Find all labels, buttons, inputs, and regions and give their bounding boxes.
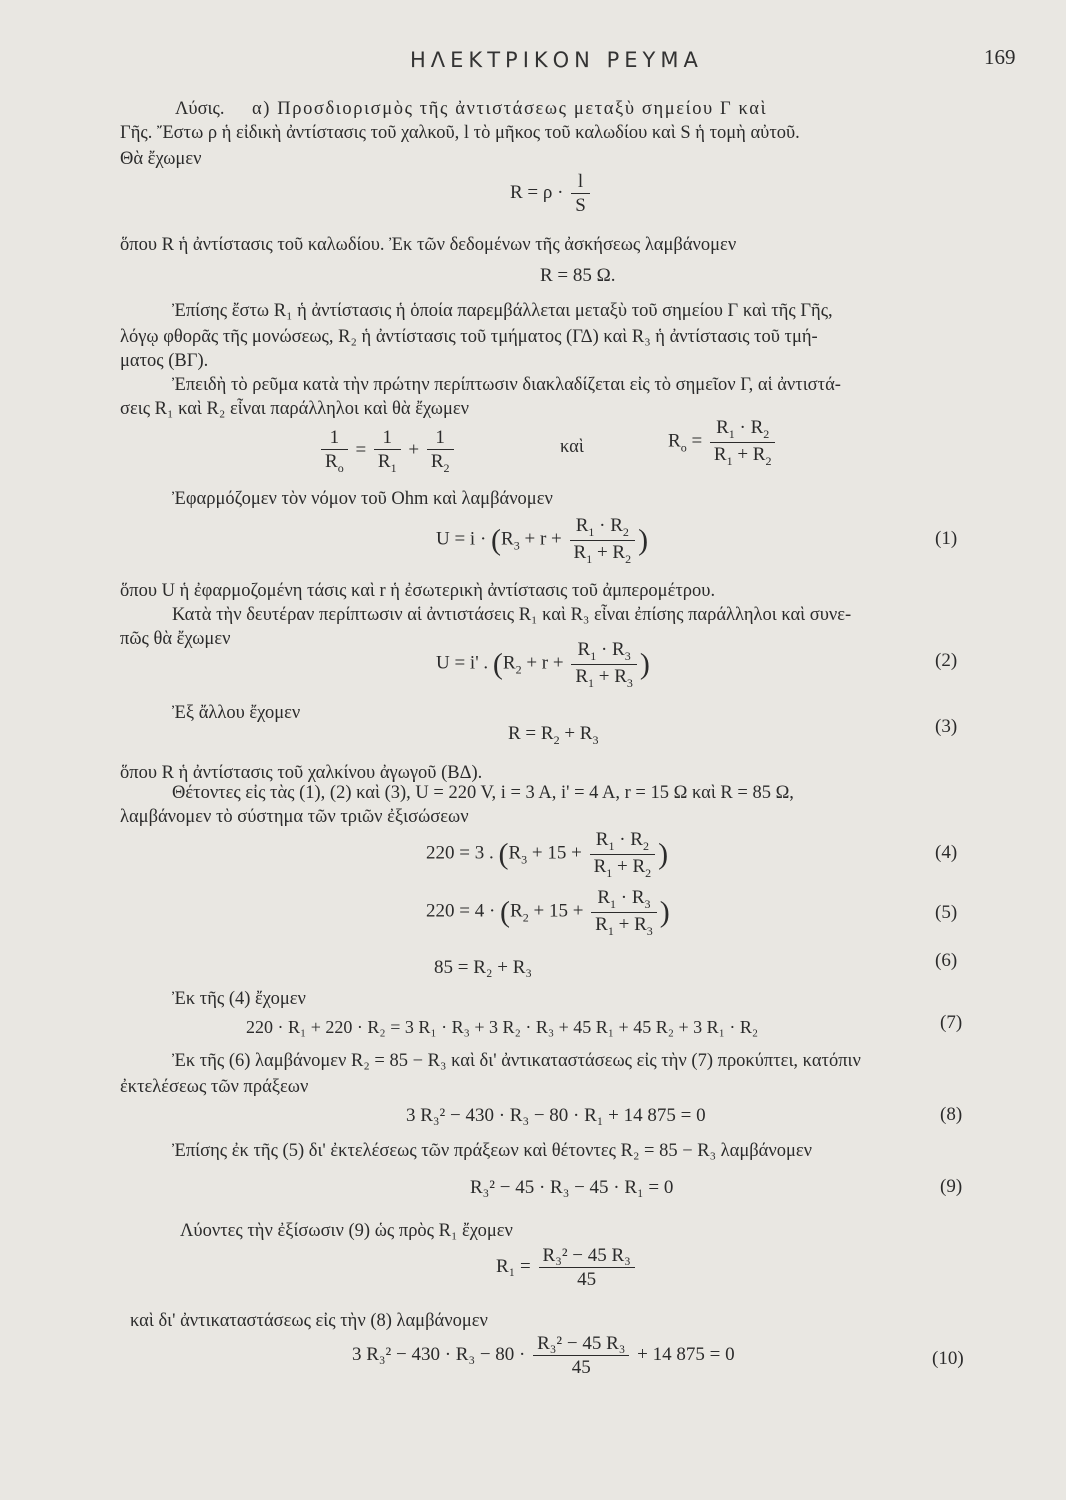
equation-7: 220 · R₁ + 220 · R₂ = 3 R₁ · R₃ + 3 R₂ · R₃ + 45 R₁ + 45 R₂ + 3 R₁ · R₂: [246, 1017, 759, 1037]
equation-tag: (10): [932, 1348, 964, 1369]
text-line: σεις R₁ καὶ R₂ εἶναι παράλληλοι καὶ θὰ ἔχωμεν: [120, 399, 470, 419]
text-line: λαμβάνομεν τὸ σύστημα τῶν τριῶν ἐξισώσεων: [120, 807, 469, 827]
text-line: ματος (ΒΓ).: [120, 351, 209, 371]
equation-tag: (3): [935, 716, 958, 737]
text-line: ἐκτελέσεως τῶν πράξεων: [120, 1077, 309, 1097]
text-line: καὶ δι' ἀντικαταστάσεως εἰς τὴν (8) λαμβάνομεν: [130, 1311, 488, 1331]
text-line: λόγῳ φθορᾶς τῆς μονώσεως, R₂ ἡ ἀντίστασις τοῦ τμήματος (ΓΔ) καὶ R₃ ἡ ἀντίστασις τοῦ τμή-: [120, 327, 818, 347]
text-line: Κατὰ τὴν δευτέραν περίπτωσιν αἱ ἀντιστάσεις R₁ καὶ R₃ εἶναι ἐπίσης παράλληλοι καὶ συνε-: [172, 605, 852, 625]
text-line: Ἐπίσης ἔστω R₁ ἡ ἀντίστασις ἡ ὁποία παρεμβάλλεται μεταξὺ τοῦ σημείου Γ καὶ τῆς Γῆς,: [172, 301, 833, 321]
text-line: ὅπου R ἡ ἀντίστασις τοῦ χαλκίνου ἀγωγοῦ (ΒΔ).: [120, 763, 483, 783]
equation-resistance: R = ρ · $\frac{l}{S}$: [510, 172, 593, 215]
text-line: Γῆς. Ἔστω ρ ἡ εἰδικὴ ἀντίστασις τοῦ χαλκοῦ, l τὸ μῆκος τοῦ καλωδίου καὶ S ἡ τομὴ αὐτοῦ.: [120, 123, 800, 143]
equation-5: $220 = 4 \cdot (R_2 + 15$ + $\frac{R_1 \cdot R_3}{R_1 + R_3}$ ): [426, 887, 670, 938]
text-line: Ἐκ τῆς (6) λαμβάνομεν R₂ = 85 − R₃ καὶ δι' ἀντικαταστάσεως εἰς τὴν (7) προκύπτει, κατόπιν: [172, 1051, 861, 1071]
text-line: α) Προσδιορισμὸς τῆς ἀντιστάσεως μεταξὺ σημείου Γ καὶ: [252, 99, 768, 119]
equation-10: 3 R₃² − 430 · R₃ − 80 · $\frac{\text{R₃² − 45 R₃}}{45}$ + 14 875 = 0: [352, 1333, 735, 1378]
equation-9: R₃² − 45 · R₃ − 45 · R₁ = 0: [470, 1177, 674, 1198]
text-line: ὅπου R ἡ ἀντίστασις τοῦ καλωδίου. Ἐκ τῶν δεδομένων τῆς ἀσκήσεως λαμβάνομεν: [120, 235, 737, 255]
equation-8: 3 R₃² − 430 · R₃ − 80 · R₁ + 14 875 = 0: [406, 1105, 706, 1126]
running-header: ΗΛΕΚΤΡΙΚΟΝ ΡΕΥΜΑ: [410, 48, 703, 72]
equation-tag: (8): [940, 1104, 963, 1125]
page-number: 169: [984, 45, 1016, 69]
text-line: ὅπου U ἡ ἐφαρμοζομένη τάσις καὶ r ἡ ἐσωτερικὴ ἀντίστασις τοῦ ἀμπερομέτρου.: [120, 581, 716, 601]
text-line: Λύοντες τὴν ἐξίσωσιν (9) ὡς πρὸς R₁ ἔχομεν: [180, 1221, 513, 1241]
solution-label: Λύσις.: [175, 99, 225, 119]
equation-tag: (9): [940, 1176, 963, 1197]
equation-tag: (4): [935, 842, 958, 863]
equation-4: 220 = 3 . ($R_3 + 15$ + $\frac{R_1 \cdot R_2}{R_1 + R_2}$ ): [426, 829, 669, 880]
equation-6: 85 = R₂ + R₃: [434, 957, 533, 978]
text-line: πῶς θὰ ἔχωμεν: [120, 629, 231, 649]
equation-r85: R = 85 Ω.: [540, 265, 616, 286]
text-line: Ἐπειδὴ τὸ ρεῦμα κατὰ τὴν πρώτην περίπτωσιν διακλαδίζεται εἰς τὸ σημεῖον Γ, αἱ ἀντιστά-: [172, 375, 841, 395]
equation-3: $R = R_2 + R_3$: [508, 723, 599, 747]
equation-parallel: $\frac{1}{R_o}$ = $\frac{1}{R_1}$ + $\frac{1}{R_2}$: [318, 428, 457, 474]
equation-tag: (2): [935, 650, 958, 671]
text-line: Ἐφαρμόζομεν τὸν νόμον τοῦ Ohm καὶ λαμβάνομεν: [172, 489, 553, 509]
text-line: Ἐξ ἄλλου ἔχομεν: [172, 703, 301, 723]
text-and: καὶ: [560, 437, 584, 457]
equation-1: $U = i \cdot (R_3 + r$ + $\frac{R_1 \cdot R_2}{R_1 + R_2}$ ): [436, 515, 649, 566]
equation-r0: $R_o$ = $\frac{R_1 \cdot R_2}{R_1 + R_2}$: [668, 418, 778, 467]
equation-2: U = i' . ($R_2 + r$ + $\frac{R_1 \cdot R_3}{R_1 + R_3}$ ): [436, 639, 650, 690]
text-line: Ἐκ τῆς (4) ἔχομεν: [172, 989, 306, 1009]
equation-tag: (1): [935, 528, 958, 549]
equation-tag: (5): [935, 902, 958, 923]
equation-tag: (7): [940, 1012, 963, 1033]
text-line: Ἐπίσης ἐκ τῆς (5) δι' ἐκτελέσεως τῶν πράξεων καὶ θέτοντες R₂ = 85 − R₃ λαμβάνομεν: [172, 1141, 813, 1161]
text-line: Θέτοντες εἰς τὰς (1), (2) καὶ (3), U = 220 V, i = 3 A, i' = 4 A, r = 15 Ω καὶ R = 85 Ω,: [172, 783, 794, 803]
equation-r1: R₁ = $\frac{\text{R₃² − 45 R₃}}{45}$: [496, 1246, 638, 1289]
text-line: Θὰ ἔχωμεν: [120, 149, 202, 169]
equation-tag: (6): [935, 950, 958, 971]
